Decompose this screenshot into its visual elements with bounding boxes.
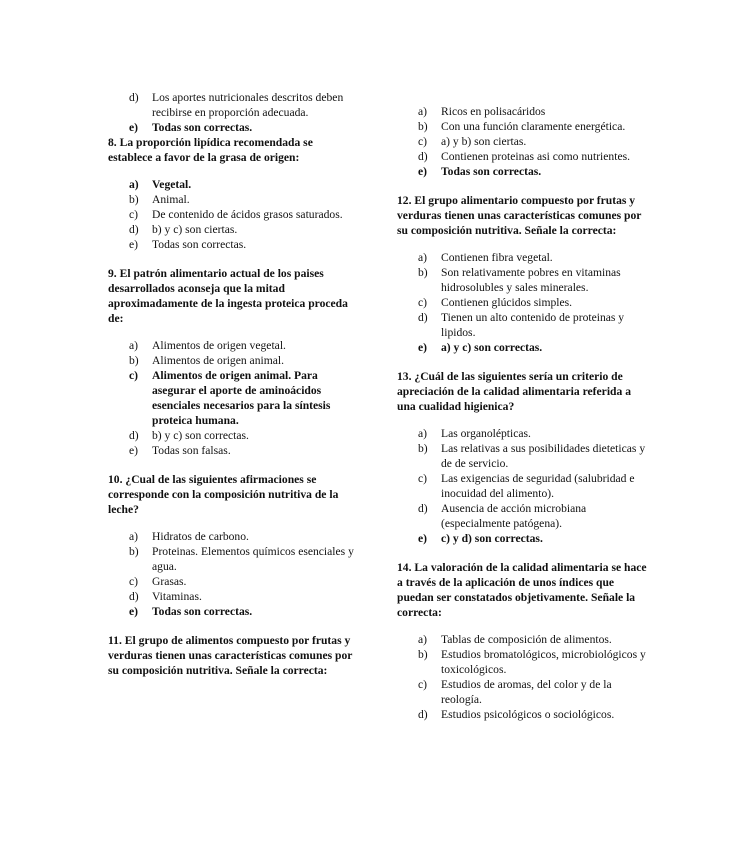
option-letter: e) xyxy=(418,341,428,354)
option-letter: e) xyxy=(129,605,139,618)
answer-option-correct xyxy=(108,120,354,135)
answer-option xyxy=(108,443,354,458)
answer-option xyxy=(108,237,354,252)
option-letter: d) xyxy=(418,502,428,515)
option-text: De contenido de ácidos grasos saturados. xyxy=(152,208,343,221)
option-text: Estudios psicológicos o sociológicos. xyxy=(441,708,615,721)
option-letter: b) xyxy=(418,648,428,661)
answer-options xyxy=(397,426,647,546)
option-text: Ricos en polisacáridos xyxy=(441,105,546,118)
option-text: c) y d) son correctas. xyxy=(441,532,543,545)
option-letter: c) xyxy=(418,678,428,691)
question-prompt: 13. ¿Cuál de las siguientes sería un criterio de apreciación de la calidad alimentaria referida a una cualidad higienica? xyxy=(397,370,631,413)
answer-option-correct xyxy=(397,164,647,179)
option-text: Alimentos de origen animal. xyxy=(152,354,285,367)
option-text: Proteinas. Elementos químicos esenciales y agua. xyxy=(152,545,354,573)
left-column xyxy=(108,90,354,678)
answer-option xyxy=(397,265,647,295)
answer-option-correct xyxy=(108,177,354,192)
answer-option xyxy=(397,426,647,441)
answer-option xyxy=(108,353,354,368)
option-letter: c) xyxy=(418,135,428,148)
option-text: a) y c) son correctas. xyxy=(441,341,543,354)
answer-option xyxy=(397,310,647,340)
answer-option-correct xyxy=(108,604,354,619)
option-letter: d) xyxy=(129,429,139,442)
option-letter: c) xyxy=(129,208,139,221)
answer-options xyxy=(108,90,354,135)
option-letter: c) xyxy=(418,472,428,485)
option-text: Estudios de aromas, del color y de la reología. xyxy=(441,678,612,706)
option-text: Contienen proteinas asi como nutrientes. xyxy=(441,150,630,163)
option-letter: d) xyxy=(418,150,428,163)
option-letter: c) xyxy=(129,369,139,382)
answer-option xyxy=(397,677,647,707)
option-text: Alimentos de origen animal. Para asegurar el aporte de aminoácidos esenciales necesarios para la síntesis proteica humana. xyxy=(152,369,331,427)
option-text: Hidratos de carbono. xyxy=(152,530,249,543)
question-prompt: 8. La proporción lipídica recomendada se establece a favor de la grasa de origen: xyxy=(108,136,313,164)
option-letter: a) xyxy=(418,427,428,440)
option-text: Estudios bromatológicos, microbiológicos y toxicológicos. xyxy=(441,648,646,676)
option-letter: a) xyxy=(418,633,428,646)
answer-option xyxy=(108,428,354,443)
option-letter: c) xyxy=(418,296,428,309)
option-text: Con una función claramente energética. xyxy=(441,120,626,133)
option-text: Ausencia de acción microbiana (especialmente patógena). xyxy=(441,502,587,530)
option-letter: b) xyxy=(418,120,428,133)
option-letter: a) xyxy=(129,530,139,543)
option-letter: e) xyxy=(418,532,428,545)
answer-option xyxy=(108,574,354,589)
option-text: Todas son correctas. xyxy=(152,605,253,618)
option-letter: b) xyxy=(418,266,428,279)
option-text: Todas son correctas. xyxy=(152,121,253,134)
option-text: Animal. xyxy=(152,193,190,206)
option-letter: b) xyxy=(418,442,428,455)
answer-options xyxy=(108,529,354,619)
option-text: Todas son falsas. xyxy=(152,444,231,457)
option-text: Grasas. xyxy=(152,575,187,588)
option-letter: e) xyxy=(418,165,428,178)
answer-option xyxy=(108,589,354,604)
option-text: Todas son correctas. xyxy=(152,238,247,251)
right-column xyxy=(397,104,647,722)
question-prompt: 12. El grupo alimentario compuesto por frutas y verduras tienen unas características comunes por su composición nutritiva. Señale la correcta: xyxy=(397,194,642,237)
option-letter: d) xyxy=(418,708,428,721)
answer-option xyxy=(397,471,647,501)
option-text: Vitaminas. xyxy=(152,590,202,603)
answer-options xyxy=(397,632,647,722)
option-text: Las organolépticas. xyxy=(441,427,531,440)
answer-option-correct xyxy=(397,531,647,546)
answer-option xyxy=(397,647,647,677)
answer-option xyxy=(108,338,354,353)
option-letter: a) xyxy=(418,105,428,118)
option-letter: d) xyxy=(129,590,139,603)
option-letter: b) xyxy=(129,545,139,558)
option-letter: d) xyxy=(418,311,428,324)
answer-options xyxy=(108,338,354,458)
question-prompt: 11. El grupo de alimentos compuesto por frutas y verduras tienen unas características comunes por su composición nutritiva. Señale la correcta: xyxy=(108,634,353,677)
option-text: Las relativas a sus posibilidades dieteticas y de de servicio. xyxy=(441,442,646,470)
answer-option xyxy=(108,529,354,544)
answer-option xyxy=(397,441,647,471)
answer-option xyxy=(108,222,354,237)
option-text: Los aportes nutricionales descritos deben recibirse en proporción adecuada. xyxy=(152,91,344,119)
option-text: Las exigencias de seguridad (salubridad e inocuidad del alimento). xyxy=(441,472,635,500)
option-text: Vegetal. xyxy=(152,178,192,191)
answer-option xyxy=(108,544,354,574)
option-letter: e) xyxy=(129,444,139,457)
answer-option xyxy=(397,104,647,119)
answer-option xyxy=(108,207,354,222)
option-text: Son relativamente pobres en vitaminas hidrosolubles y sales minerales. xyxy=(441,266,621,294)
answer-options xyxy=(397,104,647,179)
answer-option xyxy=(397,149,647,164)
answer-options xyxy=(397,250,647,355)
answer-option xyxy=(397,134,647,149)
answer-option xyxy=(397,632,647,647)
option-text: Tienen un alto contenido de proteinas y lipidos. xyxy=(441,311,625,339)
option-text: Contienen glúcidos simples. xyxy=(441,296,573,309)
option-letter: c) xyxy=(129,575,139,588)
answer-option xyxy=(397,501,647,531)
option-text: b) y c) son ciertas. xyxy=(152,223,238,236)
question-prompt: 14. La valoración de la calidad alimentaria se hace a través de la aplicación de unos índices que puedan ser constatados objetivamente. Señale la correcta: xyxy=(397,561,647,619)
option-letter: d) xyxy=(129,223,139,236)
option-letter: a) xyxy=(129,339,139,352)
answer-options xyxy=(108,177,354,252)
option-letter: b) xyxy=(129,193,139,206)
option-letter: a) xyxy=(129,178,139,191)
option-text: Todas son correctas. xyxy=(441,165,542,178)
answer-option xyxy=(108,90,354,120)
option-text: b) y c) son correctas. xyxy=(152,429,249,442)
answer-option-correct xyxy=(108,368,354,428)
option-letter: b) xyxy=(129,354,139,367)
answer-option xyxy=(397,295,647,310)
answer-option xyxy=(397,250,647,265)
option-letter: a) xyxy=(418,251,428,264)
option-text: Tablas de composición de alimentos. xyxy=(441,633,612,646)
option-letter: e) xyxy=(129,121,139,134)
answer-option xyxy=(397,707,647,722)
answer-option xyxy=(397,119,647,134)
option-letter: d) xyxy=(129,91,139,104)
answer-option-correct xyxy=(397,340,647,355)
answer-option xyxy=(108,192,354,207)
option-text: Alimentos de origen vegetal. xyxy=(152,339,286,352)
option-text: a) y b) son ciertas. xyxy=(441,135,527,148)
option-letter: e) xyxy=(129,238,139,251)
question-prompt: 10. ¿Cual de las siguientes afirmaciones se corresponde con la composición nutritiva de la leche? xyxy=(108,473,339,516)
option-text: Contienen fibra vegetal. xyxy=(441,251,553,264)
question-prompt: 9. El patrón alimentario actual de los paises desarrollados aconseja que la mitad aproximadamente de la ingesta proteica proceda de: xyxy=(108,267,348,325)
